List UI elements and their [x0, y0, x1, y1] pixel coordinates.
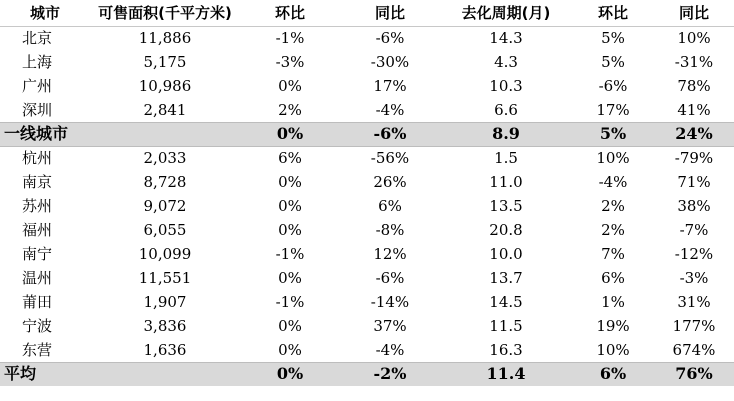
cell-area-mom: 0%	[278, 197, 302, 215]
cell-cycle: 10.0	[489, 245, 523, 263]
cell-cycle-yoy: 78%	[677, 77, 711, 95]
cell-area-yoy: -4%	[375, 340, 405, 359]
cell-area: 8,728	[143, 173, 187, 191]
cell-area: 1,907	[143, 293, 187, 311]
cell-area-mom: -3%	[275, 53, 305, 71]
cell-cycle-yoy: 71%	[677, 173, 711, 191]
cell-area-yoy: -14%	[370, 293, 410, 311]
table-row	[0, 314, 734, 338]
cell-area-yoy: -2%	[340, 362, 440, 386]
cell-area-mom: -1%	[275, 293, 305, 311]
cell-area	[90, 122, 240, 146]
table-row	[0, 218, 734, 242]
cell-cycle-mom: 2%	[601, 197, 625, 215]
cell-area-mom: 6%	[278, 149, 302, 168]
cell-cycle-mom: 5%	[572, 122, 654, 146]
summary-row	[0, 362, 734, 386]
cell-cycle-yoy: -12%	[674, 245, 714, 263]
table-row	[0, 290, 734, 314]
cell-city: 苏州	[22, 197, 53, 215]
cell-area: 10,099	[138, 245, 192, 263]
table-row	[0, 50, 734, 74]
cell-cycle-yoy: 76%	[654, 362, 734, 386]
cell-area-mom: 0%	[278, 221, 302, 239]
cell-cycle: 16.3	[489, 340, 523, 359]
cell-cycle-mom: 1%	[601, 293, 625, 311]
table-row	[0, 74, 734, 98]
table-row	[0, 338, 734, 362]
cell-city: 深圳	[22, 100, 53, 119]
cell-cycle: 4.3	[494, 53, 518, 71]
cell-area-yoy: -56%	[370, 149, 410, 168]
table-row	[0, 146, 734, 170]
cell-area: 3,836	[143, 317, 187, 335]
cell-cycle-mom: 10%	[596, 340, 630, 359]
cell-cycle-yoy: 24%	[654, 122, 734, 146]
cell-area: 5,175	[143, 53, 187, 71]
cell-cycle-yoy: 674%	[672, 340, 716, 359]
cell-city: 广州	[22, 77, 53, 95]
cell-city: 福州	[22, 221, 53, 239]
summary-row	[0, 122, 734, 146]
table-row	[0, 242, 734, 266]
cell-city: 温州	[22, 269, 53, 287]
cell-area-yoy: 26%	[373, 173, 407, 191]
cell-cycle-mom: 5%	[601, 53, 625, 71]
cell-area-mom: -1%	[275, 29, 305, 48]
table-row	[0, 194, 734, 218]
cell-area: 2,841	[143, 100, 187, 119]
cell-cycle-yoy: 31%	[677, 293, 711, 311]
cell-area: 2,033	[143, 149, 187, 168]
cell-cycle-yoy: -7%	[679, 221, 709, 239]
table-body	[0, 26, 734, 386]
cell-area-yoy: 37%	[373, 317, 407, 335]
cell-area: 11,886	[138, 29, 192, 48]
cell-area-yoy: -6%	[375, 29, 405, 48]
cell-cycle: 14.5	[489, 293, 523, 311]
cell-cycle-yoy: 177%	[672, 317, 716, 335]
cell-area: 6,055	[143, 221, 187, 239]
cell-cycle-yoy: -31%	[674, 53, 714, 71]
cell-area-mom: 0%	[278, 317, 302, 335]
cell-city: 南京	[22, 173, 53, 191]
cell-cycle-mom: 6%	[601, 269, 625, 287]
cell-cycle: 13.7	[489, 269, 523, 287]
header-area-mom: 环比	[240, 0, 340, 26]
cell-area-mom: 0%	[278, 269, 302, 287]
cell-cycle: 8.9	[440, 122, 572, 146]
table-row	[0, 98, 734, 122]
cell-city: 莆田	[22, 293, 53, 311]
cell-cycle-yoy: -79%	[674, 149, 714, 168]
cell-area-yoy: 6%	[378, 197, 402, 215]
cell-cycle-mom: 2%	[601, 221, 625, 239]
cell-cycle-mom: 7%	[601, 245, 625, 263]
header-cycle-yoy: 同比	[654, 0, 734, 26]
cell-cycle-yoy: 38%	[677, 197, 711, 215]
cell-cycle: 10.3	[489, 77, 523, 95]
cell-cycle-mom: 6%	[572, 362, 654, 386]
cell-area-mom: 0%	[240, 362, 340, 386]
cell-area-yoy: -6%	[375, 269, 405, 287]
cell-area: 10,986	[138, 77, 192, 95]
cell-cycle-mom: 19%	[596, 317, 630, 335]
cell-city: 上海	[22, 53, 53, 71]
cell-cycle: 20.8	[489, 221, 523, 239]
cell-area-mom: 0%	[278, 77, 302, 95]
cell-area-yoy: 17%	[373, 77, 407, 95]
cell-city: 平均	[0, 362, 90, 386]
cell-cycle: 6.6	[494, 100, 518, 119]
cell-cycle: 11.4	[440, 362, 572, 386]
cell-area-mom: 0%	[240, 122, 340, 146]
header-row	[0, 0, 734, 26]
cell-area-yoy: -8%	[375, 221, 405, 239]
cell-cycle-mom: 17%	[596, 100, 630, 119]
cell-area-yoy: -6%	[340, 122, 440, 146]
cell-city: 宁波	[22, 317, 53, 335]
cell-cycle-mom: -4%	[598, 173, 628, 191]
cell-city: 一线城市	[0, 122, 90, 146]
cell-area-yoy: 12%	[373, 245, 407, 263]
cell-area-yoy: -30%	[370, 53, 410, 71]
cell-cycle-mom: 10%	[596, 149, 630, 168]
header-cycle-mom: 环比	[572, 0, 654, 26]
cell-area-mom: 2%	[278, 100, 302, 119]
table-row	[0, 266, 734, 290]
cell-cycle-yoy: 10%	[677, 29, 711, 48]
cell-cycle-mom: -6%	[598, 77, 628, 95]
cell-area	[90, 362, 240, 386]
cell-area-yoy: -4%	[375, 100, 405, 119]
cell-cycle: 14.3	[489, 29, 523, 48]
cell-city: 东营	[22, 340, 53, 359]
header-city: 城市	[0, 0, 90, 26]
cell-area: 9,072	[143, 197, 187, 215]
cell-cycle: 13.5	[489, 197, 523, 215]
cell-area-mom: -1%	[275, 245, 305, 263]
cell-cycle-mom: 5%	[601, 29, 625, 48]
header-destocking-cycle: 去化周期(月)	[440, 0, 572, 26]
table-row	[0, 170, 734, 194]
header-available-area: 可售面积(千平方米)	[90, 0, 240, 26]
cell-cycle-yoy: -3%	[679, 269, 709, 287]
cell-cycle-yoy: 41%	[677, 100, 711, 119]
cell-city: 南宁	[22, 245, 53, 263]
header-area-yoy: 同比	[340, 0, 440, 26]
cell-area: 11,551	[138, 269, 192, 287]
cell-area-mom: 0%	[278, 340, 302, 359]
cell-cycle: 1.5	[494, 149, 518, 168]
table-row	[0, 26, 734, 50]
cell-city: 北京	[22, 29, 53, 48]
cell-cycle: 11.0	[489, 173, 523, 191]
cell-cycle: 11.5	[489, 317, 523, 335]
cell-city: 杭州	[22, 149, 53, 168]
cell-area: 1,636	[143, 340, 187, 359]
cell-area-mom: 0%	[278, 173, 302, 191]
